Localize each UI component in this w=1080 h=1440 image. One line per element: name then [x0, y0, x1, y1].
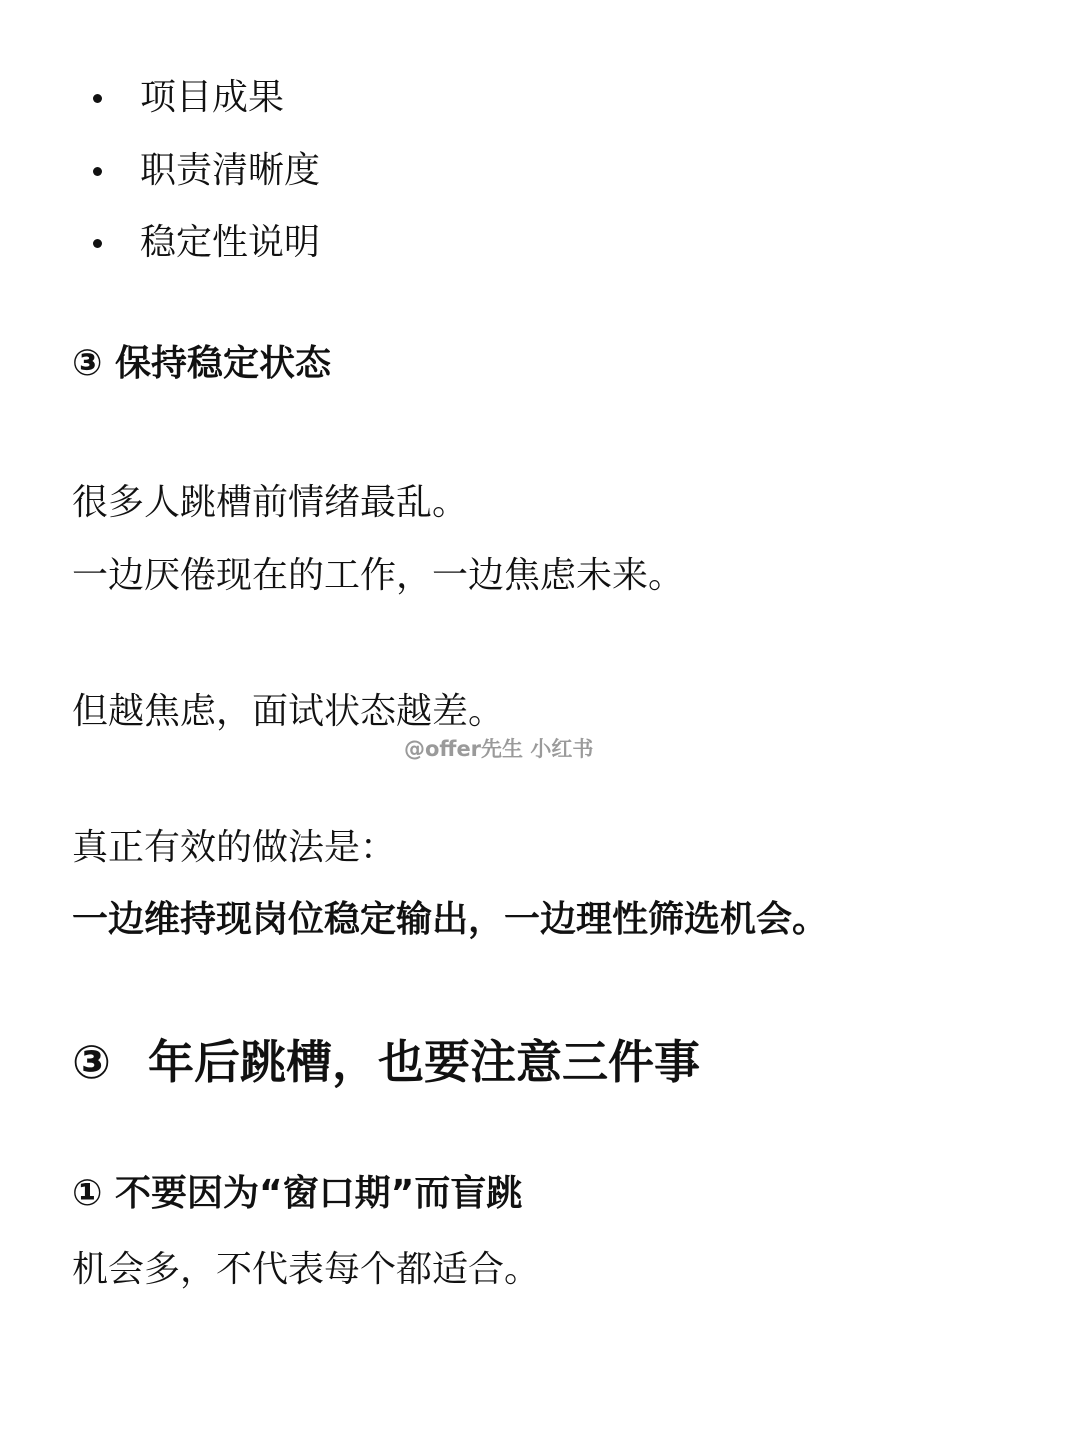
- highlight-line: 一边维持现岗位稳定输出，一边理性筛选机会。: [72, 899, 829, 940]
- bullet-dot: [93, 94, 102, 103]
- watermark: @offer先生 小红书: [404, 737, 594, 761]
- paragraph-line: 很多人跳槽前情绪最乱。: [72, 482, 469, 523]
- bullet-item: 项目成果: [140, 77, 285, 118]
- subsection-title: ① 不要因为“窗口期”而盲跳: [72, 1173, 523, 1214]
- bullet-dot: [93, 239, 102, 248]
- bullet-dot: [93, 167, 102, 176]
- paragraph-line: 但越焦虑，面试状态越差。: [72, 691, 505, 732]
- paragraph-line: 一边厌倦现在的工作，一边焦虑未来。: [72, 555, 685, 596]
- paragraph-line: 真正有效的做法是：: [72, 827, 397, 868]
- bullet-item: 职责清晰度: [140, 150, 321, 191]
- heading-text: 年后跳槽，也要注意三件事: [148, 1035, 700, 1089]
- section-title: ③ 保持稳定状态: [72, 343, 332, 384]
- paragraph-line: 机会多，不代表每个都适合。: [72, 1249, 541, 1290]
- heading-number: ③: [72, 1035, 111, 1089]
- bullet-item: 稳定性说明: [140, 222, 321, 263]
